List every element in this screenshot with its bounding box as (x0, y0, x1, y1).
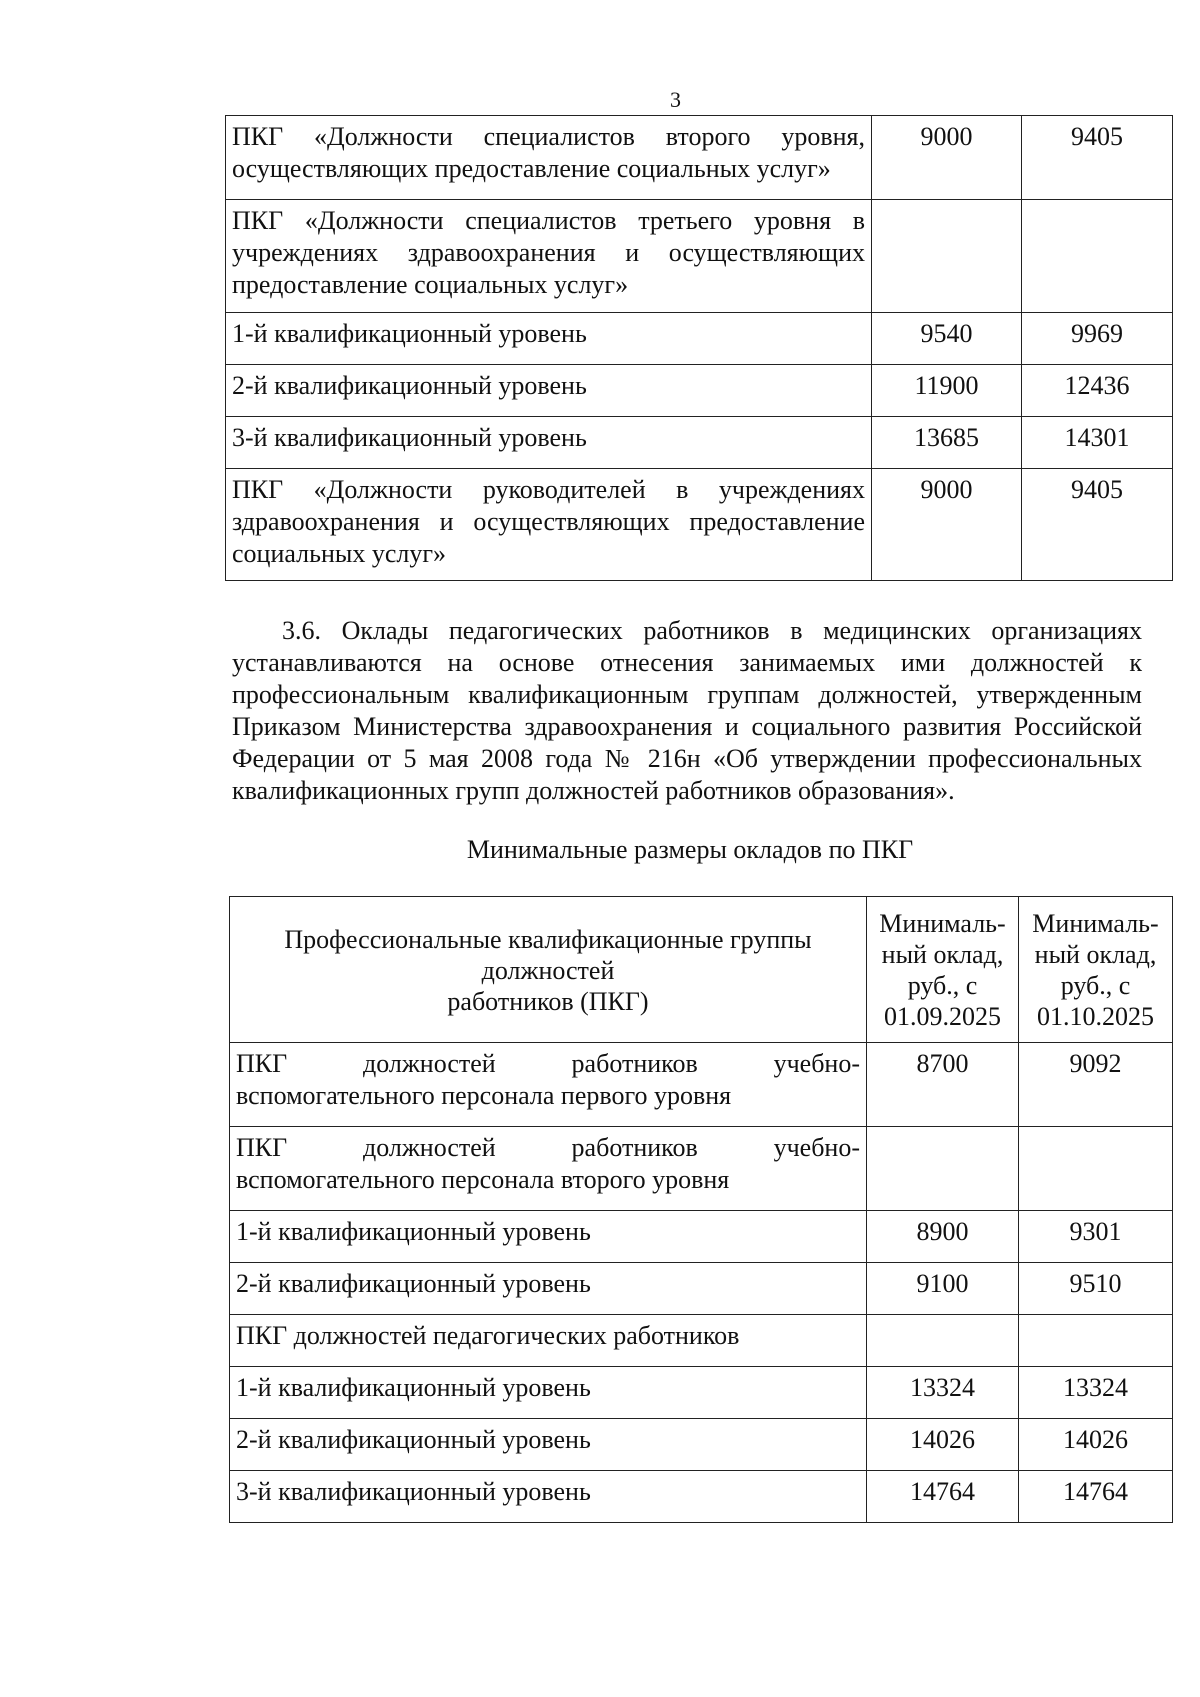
column-header-salary-line: ный оклад, (881, 940, 1004, 969)
table-row (226, 116, 1173, 200)
table-header-row (230, 897, 1173, 1043)
pkg-name-cell: ПКГ «Должности руководителей в учреждениях здравоохранения и осуществляющих предоставление социальных услуг» (226, 469, 872, 581)
salary-value-cell: 9100 (867, 1263, 1019, 1315)
salary-value-cell (1019, 1315, 1173, 1367)
table-row (230, 1367, 1173, 1419)
column-header-salary-line: Минималь- (1032, 909, 1159, 938)
salary-value-cell: 9301 (1019, 1211, 1173, 1263)
table-row (226, 313, 1173, 365)
salary-value-cell: 14026 (867, 1419, 1019, 1471)
salary-value-cell: 9405 (1022, 116, 1173, 200)
salary-value-cell: 9000 (872, 116, 1022, 200)
table-row (230, 1127, 1173, 1211)
pkg-name-cell: ПКГ «Должности специалистов второго уровня, осуществляющих предоставление социальных услуг» (226, 116, 872, 200)
pkg-name-cell (230, 1127, 867, 1211)
column-header-pkg-line: должностей (481, 955, 615, 985)
column-header-salary-oct (1019, 897, 1173, 1043)
salary-value-cell (1019, 1127, 1173, 1211)
qualification-level-cell: 3-й квалификационный уровень (226, 417, 872, 469)
qualification-level-cell: 2-й квалификационный уровень (226, 365, 872, 417)
salary-value-cell (872, 200, 1022, 313)
column-header-salary-line: 01.09.2025 (884, 1002, 1001, 1031)
column-header-salary-line: руб., с (1060, 971, 1131, 1000)
salary-value-cell: 9092 (1019, 1043, 1173, 1127)
qualification-level-cell: 2-й квалификационный уровень (230, 1263, 867, 1315)
table-row (230, 1471, 1173, 1523)
salary-value-cell: 11900 (872, 365, 1022, 417)
column-header-salary-sep (867, 897, 1019, 1043)
salary-value-cell: 9540 (872, 313, 1022, 365)
table-row (230, 1315, 1173, 1367)
table-row (230, 1043, 1173, 1127)
table-row (230, 1211, 1173, 1263)
salary-value-cell: 13685 (872, 417, 1022, 469)
table-row (226, 469, 1173, 581)
column-header-pkg-line: Профессиональные квалификационные группы (284, 924, 812, 954)
salary-table-continued (225, 115, 1173, 581)
pkg-name-cell: ПКГ «Должности специалистов третьего уровня в учреждениях здравоохранения и осуществляющих предоставление социальных услуг» (226, 200, 872, 313)
pkg-name-line: ПКГ должностей работников учебно- (236, 1049, 860, 1078)
salary-value-cell: 14764 (1019, 1471, 1173, 1523)
table-caption: Минимальные размеры окладов по ПКГ (466, 835, 914, 864)
table-row (226, 417, 1173, 469)
salary-value-cell: 12436 (1022, 365, 1173, 417)
qualification-level-cell: 2-й квалификационный уровень (230, 1419, 867, 1471)
section-3-6-paragraph: 3.6. Оклады педагогических работников в медицинских организациях устанавливаются на основе отнесения занимаемых ими должностей к профессиональным квалификационным группам должностей, утвержденным Приказом Министерства здравоохранения и социального развития Российской Федерации от 5 мая 2008 года № 216н «Об утверждении профессиональных квалификационных групп должностей работников образования». (232, 616, 1142, 805)
table-row (230, 1263, 1173, 1315)
column-header-salary-line: Минималь- (879, 909, 1006, 938)
salary-value-cell: 9969 (1022, 313, 1173, 365)
qualification-level-cell: 1-й квалификационный уровень (230, 1211, 867, 1263)
qualification-level-cell: 1-й квалификационный уровень (230, 1367, 867, 1419)
pkg-name-cell: ПКГ должностей педагогических работников (230, 1315, 867, 1367)
table-row (226, 365, 1173, 417)
salary-value-cell: 8700 (867, 1043, 1019, 1127)
pkg-name-line: вспомогательного персонала первого уровня (236, 1081, 732, 1110)
salary-value-cell: 9510 (1019, 1263, 1173, 1315)
salary-value-cell: 13324 (1019, 1367, 1173, 1419)
salary-value-cell: 14764 (867, 1471, 1019, 1523)
table-row (226, 200, 1173, 313)
salary-value-cell: 8900 (867, 1211, 1019, 1263)
salary-value-cell: 14301 (1022, 417, 1173, 469)
salary-value-cell (1022, 200, 1173, 313)
salary-value-cell: 9405 (1022, 469, 1173, 581)
pkg-name-cell (230, 1043, 867, 1127)
qualification-level-cell: 1-й квалификационный уровень (226, 313, 872, 365)
column-header-salary-line: руб., с (907, 971, 978, 1000)
column-header-pkg (230, 897, 867, 1043)
salary-value-cell: 14026 (1019, 1419, 1173, 1471)
salary-value-cell: 13324 (867, 1367, 1019, 1419)
column-header-salary-line: 01.10.2025 (1037, 1002, 1154, 1031)
salary-value-cell (867, 1127, 1019, 1211)
page-number: 3 (670, 87, 681, 112)
salary-value-cell (867, 1315, 1019, 1367)
table-row (230, 1419, 1173, 1471)
pedagogical-salary-table (229, 896, 1173, 1523)
column-header-pkg-line: работников (ПКГ) (447, 986, 649, 1016)
salary-value-cell: 9000 (872, 469, 1022, 581)
pkg-name-line: вспомогательного персонала второго уровня (236, 1165, 730, 1194)
column-header-salary-line: ный оклад, (1034, 940, 1157, 969)
pkg-name-line: ПКГ должностей работников учебно- (236, 1133, 860, 1162)
qualification-level-cell: 3-й квалификационный уровень (230, 1471, 867, 1523)
